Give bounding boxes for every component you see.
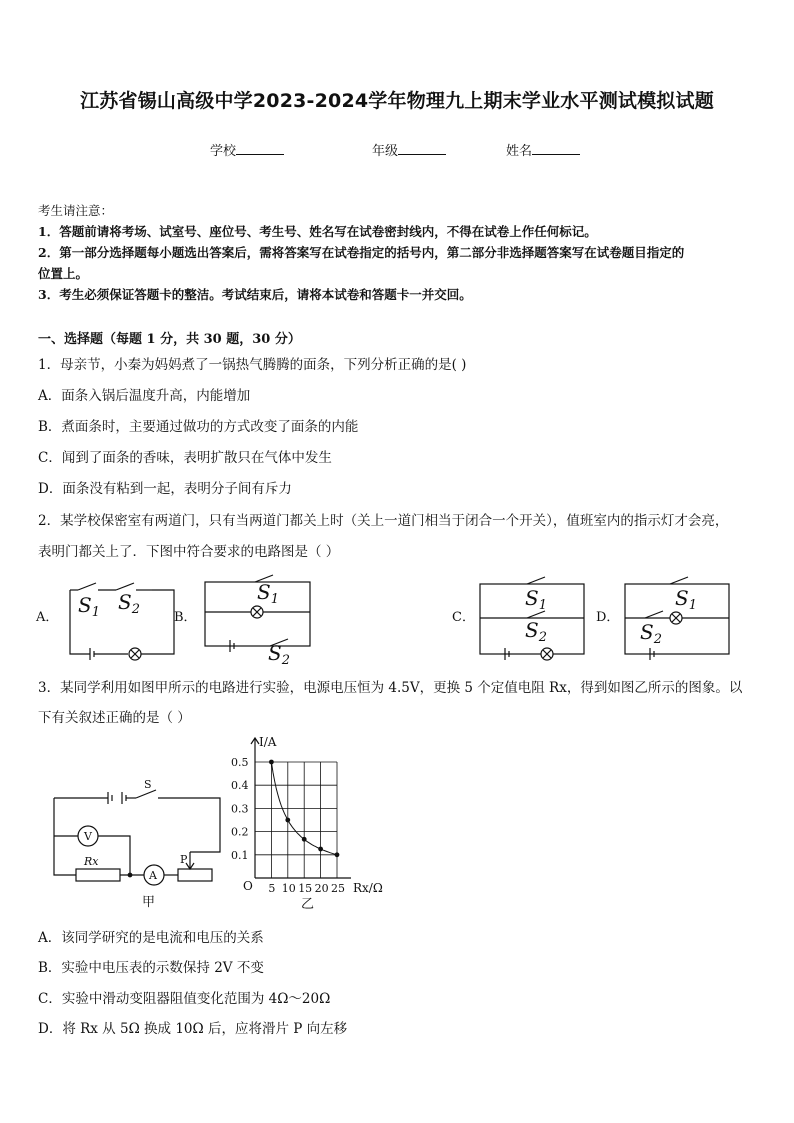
name-blank[interactable] — [532, 142, 580, 155]
data-point — [285, 818, 290, 823]
page-title: 江苏省锡山高级中学2023-2024学年物理九上期末学业水平测试模拟试题 — [80, 90, 714, 112]
label-s1: $S_1$ — [675, 586, 697, 613]
name-label: 姓名 — [506, 144, 533, 159]
name-field[interactable] — [506, 140, 580, 159]
school-blank[interactable] — [236, 142, 284, 155]
label-s2: $S_2$ — [525, 618, 547, 645]
switch-label: S — [144, 778, 152, 791]
q3-graph — [225, 730, 395, 915]
y-tick-label: 0.2 — [231, 825, 249, 839]
data-point — [302, 837, 307, 842]
label-c: C． — [452, 610, 475, 625]
x-tick-label: 25 — [331, 882, 345, 895]
y-tick-label: 0.4 — [231, 779, 249, 793]
figure-caption-yi: 乙 — [301, 897, 315, 912]
x-tick-label: 15 — [298, 882, 313, 895]
label-s1: $S_1$ — [78, 593, 100, 620]
x-tick-label: 10 — [281, 882, 296, 895]
voltmeter-label: V — [84, 830, 92, 843]
x-axis-label: Rx/Ω — [353, 881, 383, 895]
q2-circuit-figures — [30, 572, 770, 672]
q3-circuit-figure — [40, 770, 240, 910]
label-b: B． — [174, 610, 197, 625]
y-tick-label: 0.5 — [231, 756, 249, 769]
notice-heading: 考生请注意： — [38, 203, 114, 218]
grade-field[interactable] — [372, 140, 446, 159]
origin-label: O — [243, 879, 253, 893]
y-axis-label: I/A — [259, 735, 277, 749]
q3-option-a: A．该同学研究的是电流和电压的关系 — [38, 930, 264, 946]
grade-blank[interactable] — [398, 142, 446, 155]
school-label: 学校 — [210, 144, 237, 159]
grade-label: 年级 — [372, 144, 399, 159]
q3-stem-line2: 下有关叙述正确的是（ ） — [38, 710, 191, 726]
y-tick-label: 0.3 — [231, 802, 249, 816]
q1-option-a: A．面条入锅后温度升高，内能增加 — [38, 388, 251, 404]
notice-item: 2．第一部分选择题每小题选出答案后，需将答案写在试卷指定的括号内，第二部分非选择题答案写在试卷题目指定的 — [38, 245, 685, 260]
notice-item: 3．考生必须保证答题卡的整洁。考试结束后，请将本试卷和答题卡一并交回。 — [38, 287, 472, 302]
q3-option-b: B．实验中电压表的示数保持 2V 不变 — [38, 960, 264, 976]
slider-label: P — [180, 853, 188, 866]
q1-stem: 1．母亲节，小秦为妈妈煮了一锅热气腾腾的面条，下列分析正确的是( ) — [38, 357, 467, 373]
x-tick-label: 20 — [314, 882, 329, 895]
q1-option-c: C．闻到了面条的香味，表明扩散只在气体中发生 — [38, 450, 332, 466]
resistor-label: Rx — [84, 855, 99, 868]
label-d: D． — [596, 610, 620, 625]
q1-option-d: D．面条没有粘到一起，表明分子间有斥力 — [38, 481, 292, 497]
data-point — [269, 760, 274, 765]
graph-grid — [255, 762, 337, 878]
label-s2: $S_2$ — [640, 620, 662, 647]
q2-stem-line2: 表明门都关上了．下图中符合要求的电路图是（ ） — [38, 544, 340, 560]
notice-block — [38, 200, 768, 305]
x-tick-label: 5 — [268, 882, 276, 895]
notice-item: 1．答题前请将考场、试室号、座位号、考生号、姓名写在试卷密封线内，不得在试卷上作任何标记。 — [38, 224, 597, 239]
data-point — [335, 852, 340, 857]
q3-option-d: D．将 Rx 从 5Ω 换成 10Ω 后，应将滑片 P 向左移 — [38, 1021, 348, 1037]
y-tick-label: 0.1 — [231, 848, 249, 862]
q3-stem-line1: 3．某同学利用如图甲所示的电路进行实验，电源电压恒为 4.5V，更换 5 个定值电阻 Rx，得到如图乙所示的图象。以 — [38, 680, 743, 696]
label-s1: $S_1$ — [525, 586, 547, 613]
label-s1: $S_1$ — [257, 580, 279, 607]
q2-stem-line1: 2．某学校保密室有两道门，只有当两道门都关上时（关上一道门相当于闭合一个开关），值班室内的指示灯才会亮， — [38, 513, 729, 529]
q3-option-c: C．实验中滑动变阻器阻值变化范围为 4Ω～20Ω — [38, 991, 331, 1007]
q1-option-b: B．煮面条时，主要通过做功的方式改变了面条的内能 — [38, 419, 359, 435]
figure-caption-jia: 甲 — [142, 895, 156, 910]
notice-item: 位置上。 — [38, 266, 89, 281]
data-point — [318, 847, 323, 852]
label-s2: $S_2$ — [268, 641, 290, 668]
school-field[interactable] — [210, 140, 284, 159]
ammeter-label: A — [149, 869, 157, 882]
label-s2: $S_2$ — [118, 590, 140, 617]
section-heading: 一、选择题（每题 1 分，共 30 题，30 分） — [38, 332, 301, 347]
label-a: A． — [36, 610, 59, 625]
